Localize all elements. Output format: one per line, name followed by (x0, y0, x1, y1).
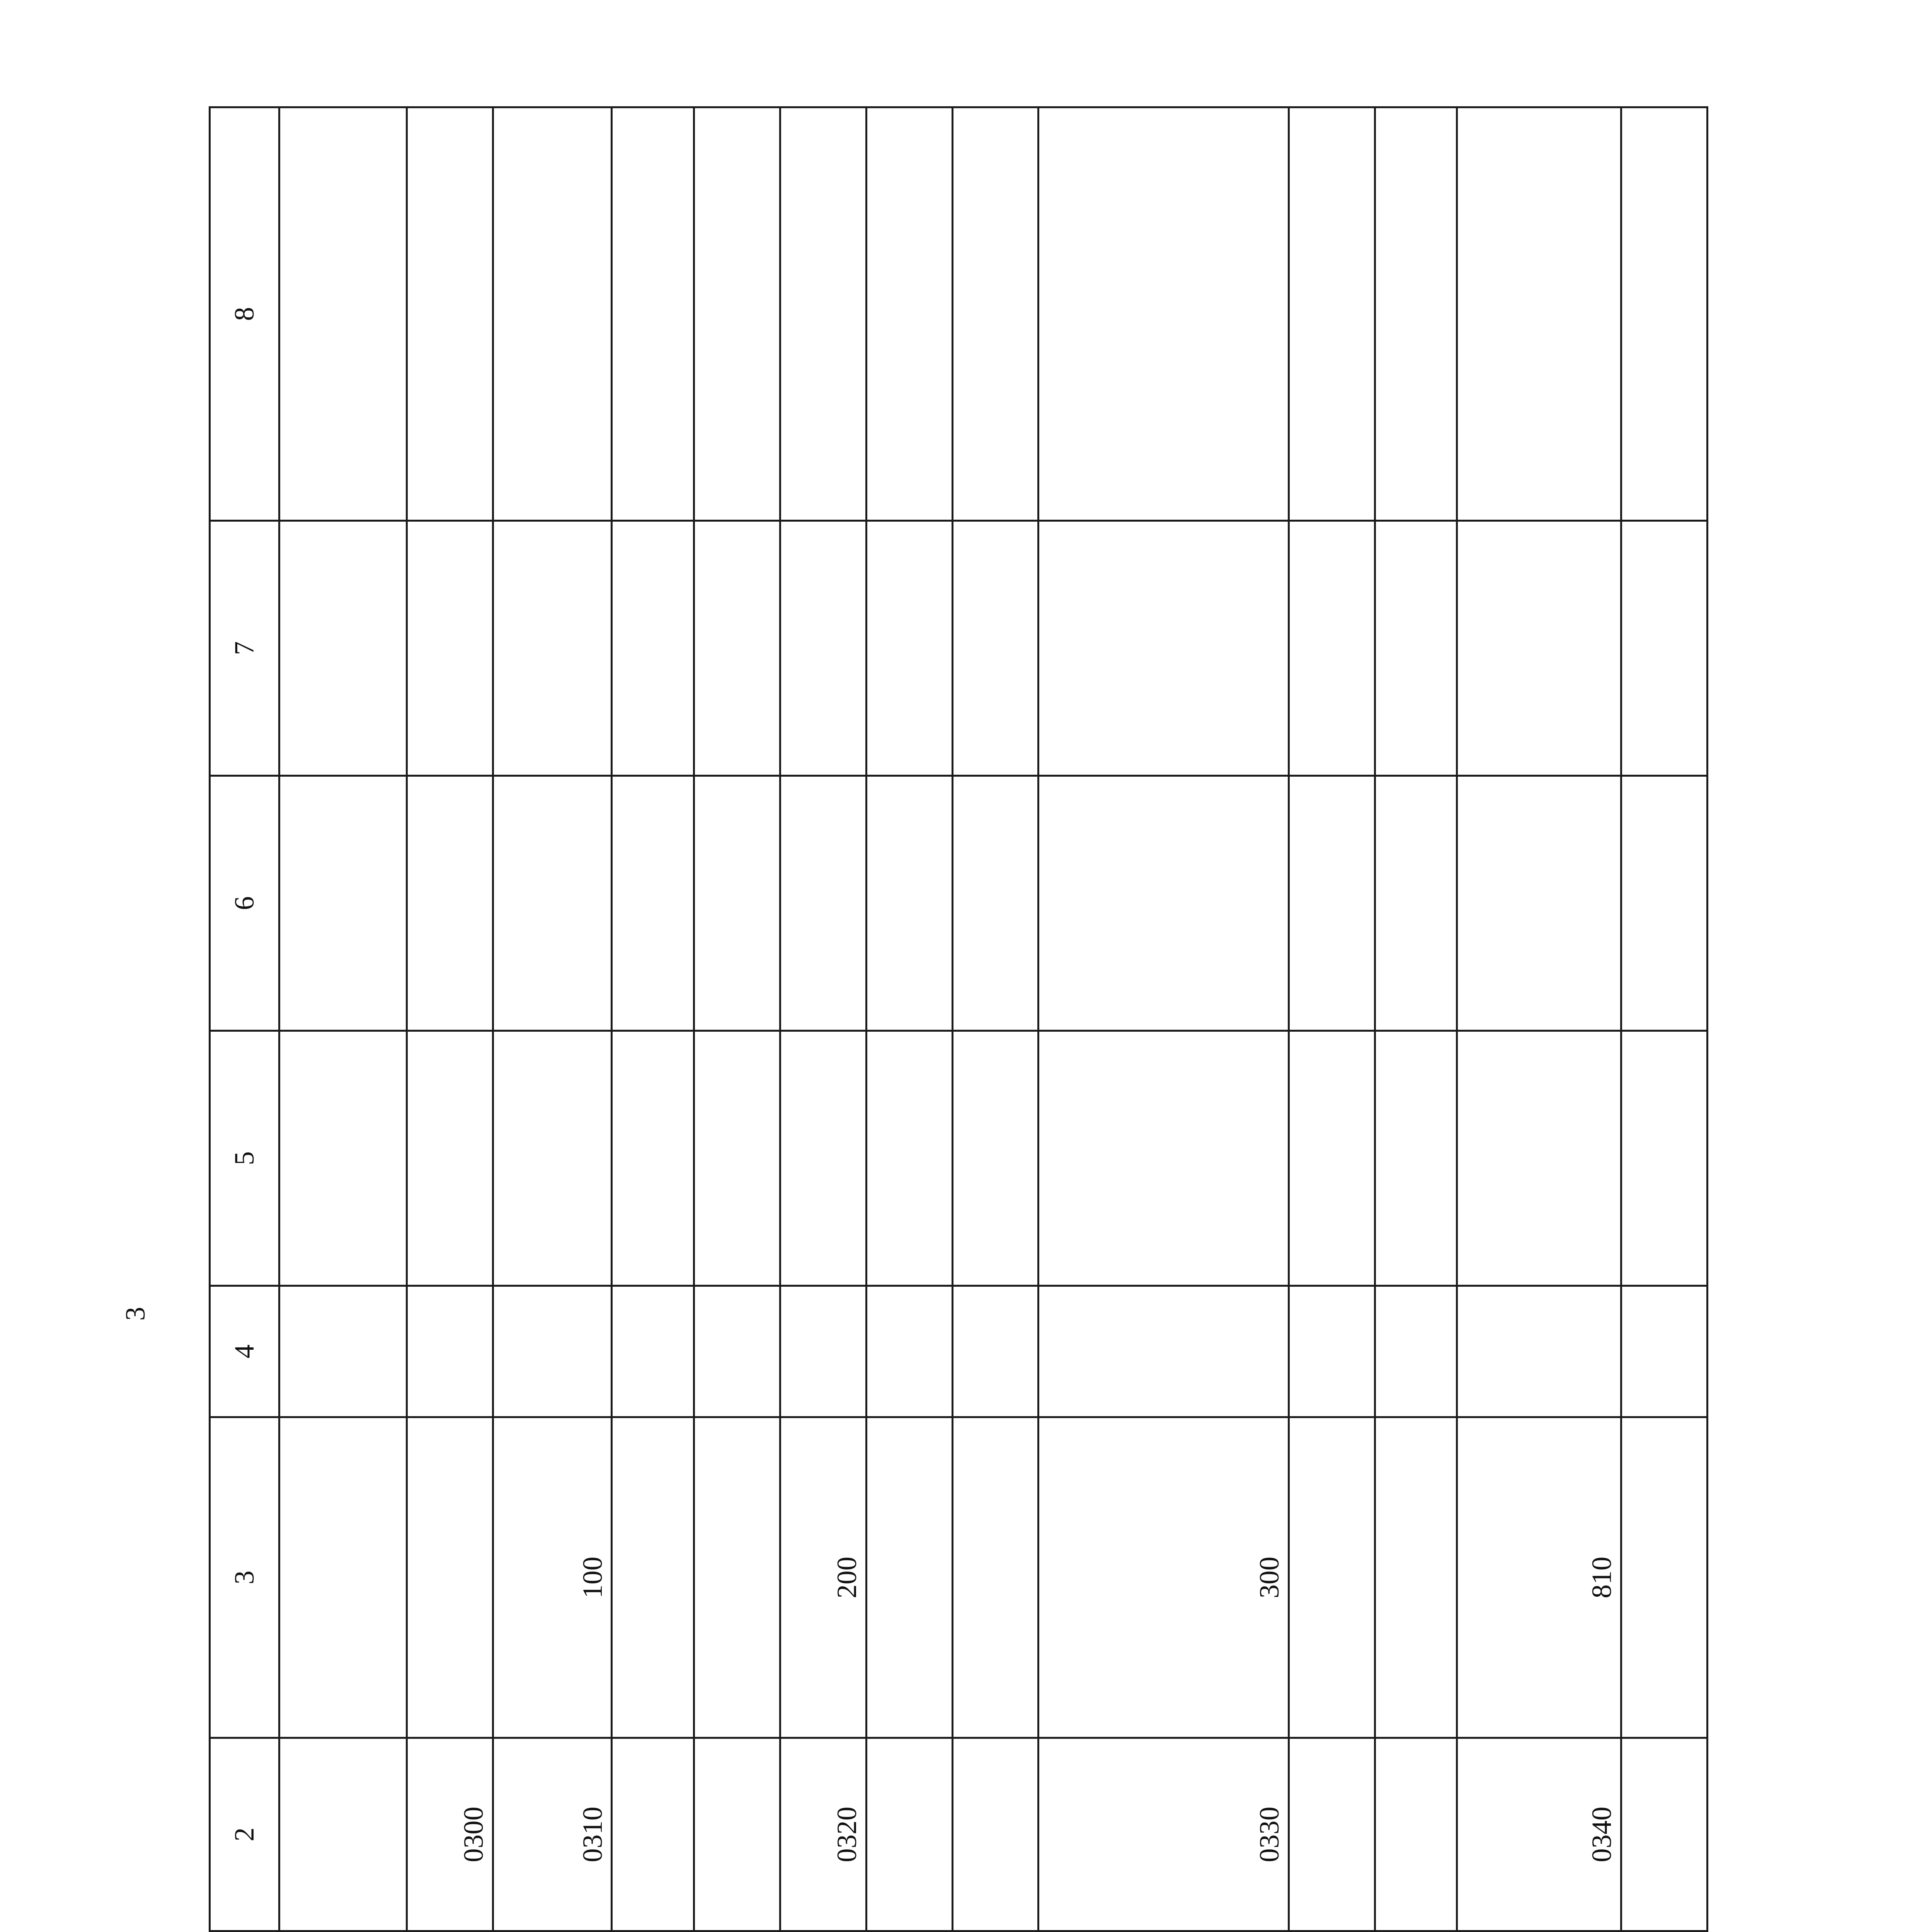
value-cell-col-4 (694, 1286, 780, 1417)
value-cell-col-7 (279, 521, 407, 776)
financial-table (209, 106, 1708, 1932)
table-row (1289, 107, 1375, 1932)
table-row (1039, 107, 1289, 1932)
table-row (407, 107, 493, 1932)
table-row (493, 107, 612, 1932)
classification-code-cell: 300 (1039, 1417, 1289, 1738)
value-cell-col-6 (1289, 776, 1375, 1031)
value-cell-col-4 (612, 1286, 694, 1417)
value-cell-col-4 (1375, 1286, 1457, 1417)
header-cell: 5 (210, 1031, 279, 1286)
value-cell-col-7 (1039, 521, 1289, 776)
value-cell-col-4 (1039, 1286, 1289, 1417)
value-cell-col-5 (952, 1031, 1039, 1286)
value-cell-col-5 (1375, 1031, 1457, 1286)
value-cell-col-8 (694, 107, 780, 521)
value-cell-col-5 (1039, 1031, 1289, 1286)
line-code-cell: 0320 (780, 1738, 866, 1931)
header-cell: 6 (210, 776, 279, 1031)
page-number: 3 (120, 1307, 151, 1321)
value-cell-col-7 (1289, 521, 1375, 776)
value-cell-col-8 (1457, 107, 1621, 521)
value-cell-col-6 (780, 776, 866, 1031)
value-cell-col-7 (952, 521, 1039, 776)
value-cell-col-6 (1621, 776, 1707, 1031)
classification-code-cell (694, 1417, 780, 1738)
value-cell-col-6 (493, 776, 612, 1031)
table-row (1457, 107, 1621, 1932)
classification-code-cell: 100 (493, 1417, 612, 1738)
value-cell-col-4 (407, 1286, 493, 1417)
header-cell: 2 (210, 1738, 279, 1931)
table-row (1621, 107, 1707, 1932)
value-cell-col-7 (493, 521, 612, 776)
line-code-cell (279, 1738, 407, 1931)
value-cell-col-6 (407, 776, 493, 1031)
value-cell-col-4 (1457, 1286, 1621, 1417)
classification-code-cell (612, 1417, 694, 1738)
value-cell-col-4 (866, 1286, 952, 1417)
value-cell-col-7 (1457, 521, 1621, 776)
value-cell-col-6 (694, 776, 780, 1031)
classification-code-cell: 810 (1457, 1417, 1621, 1738)
value-cell-col-5 (866, 1031, 952, 1286)
value-cell-col-7 (866, 521, 952, 776)
value-cell-col-5 (1621, 1031, 1707, 1286)
table-row (780, 107, 866, 1932)
line-code-cell: 0330 (1039, 1738, 1289, 1931)
header-cell: 3 (210, 1417, 279, 1738)
value-cell-col-5 (780, 1031, 866, 1286)
classification-code-cell (952, 1417, 1039, 1738)
header-cell: 8 (210, 107, 279, 521)
value-cell-col-7 (1375, 521, 1457, 776)
line-code-cell: 0300 (407, 1738, 493, 1931)
classification-code-cell (1375, 1417, 1457, 1738)
value-cell-col-8 (407, 107, 493, 521)
value-cell-col-7 (694, 521, 780, 776)
line-code-cell (1289, 1738, 1375, 1931)
table-row (279, 107, 407, 1932)
classification-code-cell (407, 1417, 493, 1738)
line-code-cell (1621, 1738, 1707, 1931)
value-cell-col-4 (952, 1286, 1039, 1417)
value-cell-col-4 (493, 1286, 612, 1417)
value-cell-col-8 (1039, 107, 1289, 521)
line-code-cell: 0310 (493, 1738, 612, 1931)
classification-code-cell: 200 (780, 1417, 866, 1738)
table-row (866, 107, 952, 1932)
value-cell-col-8 (279, 107, 407, 521)
header-cell: 7 (210, 521, 279, 776)
value-cell-col-7 (780, 521, 866, 776)
value-cell-col-6 (952, 776, 1039, 1031)
table-row (612, 107, 694, 1932)
value-cell-col-5 (1289, 1031, 1375, 1286)
line-code-cell (694, 1738, 780, 1931)
value-cell-col-8 (1375, 107, 1457, 521)
classification-code-cell (1289, 1417, 1375, 1738)
line-code-cell (1375, 1738, 1457, 1931)
line-code-cell (952, 1738, 1039, 1931)
value-cell-col-4 (1621, 1286, 1707, 1417)
value-cell-col-7 (407, 521, 493, 776)
value-cell-col-8 (952, 107, 1039, 521)
header-cell: 4 (210, 1286, 279, 1417)
value-cell-col-8 (1289, 107, 1375, 521)
value-cell-col-4 (279, 1286, 407, 1417)
value-cell-col-7 (612, 521, 694, 776)
value-cell-col-5 (612, 1031, 694, 1286)
value-cell-col-8 (866, 107, 952, 521)
header-row (210, 107, 279, 1932)
value-cell-col-6 (612, 776, 694, 1031)
value-cell-col-8 (1621, 107, 1707, 521)
value-cell-col-6 (866, 776, 952, 1031)
value-cell-col-6 (1039, 776, 1289, 1031)
line-code-cell (612, 1738, 694, 1931)
classification-code-cell (1621, 1417, 1707, 1738)
line-code-cell: 0340 (1457, 1738, 1621, 1931)
line-code-cell (866, 1738, 952, 1931)
value-cell-col-5 (493, 1031, 612, 1286)
value-cell-col-6 (1375, 776, 1457, 1031)
table-row (1375, 107, 1457, 1932)
table-row (694, 107, 780, 1932)
value-cell-col-6 (279, 776, 407, 1031)
financial-table-rotated (209, 108, 1708, 1932)
value-cell-col-5 (694, 1031, 780, 1286)
value-cell-col-5 (407, 1031, 493, 1286)
classification-code-cell (279, 1417, 407, 1738)
value-cell-col-4 (1289, 1286, 1375, 1417)
value-cell-col-8 (612, 107, 694, 521)
value-cell-col-8 (493, 107, 612, 521)
classification-code-cell (866, 1417, 952, 1738)
value-cell-col-7 (1621, 521, 1707, 776)
value-cell-col-5 (1457, 1031, 1621, 1286)
value-cell-col-5 (279, 1031, 407, 1286)
value-cell-col-6 (1457, 776, 1621, 1031)
value-cell-col-4 (780, 1286, 866, 1417)
table-row (952, 107, 1039, 1932)
value-cell-col-8 (780, 107, 866, 521)
